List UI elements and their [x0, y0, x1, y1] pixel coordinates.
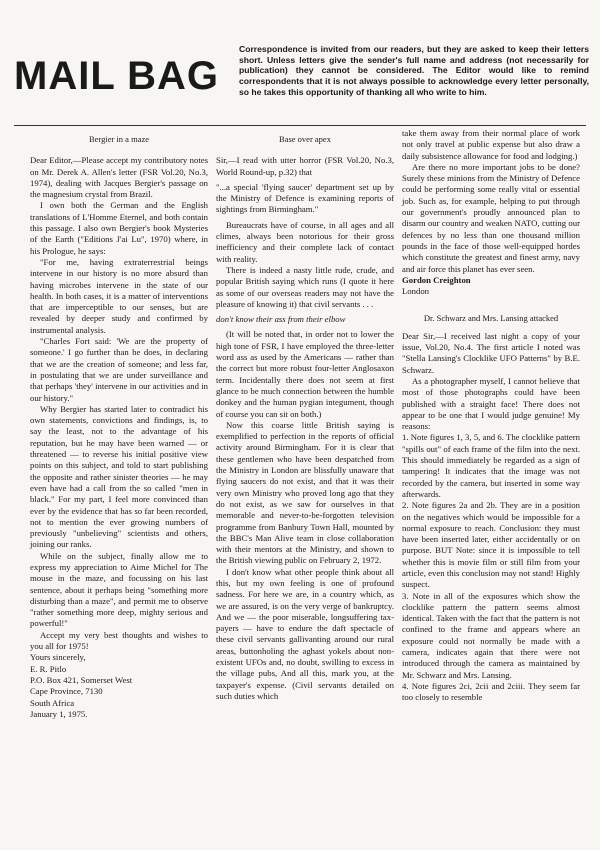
letter-paragraph: "For me, having extraterrestrial beings intervene in our history is no more absurd than having microbes intervene in the state of our health. In both cases, it is a matter of interventions that are imperceptible to our senses, but are revealed by deeper study and confirmed by instrumental analysis.: [30, 256, 208, 335]
letter-paragraph: I own both the German and the English translations of L'Homme Eternel, and both contain this passage. I also own Bergier's book Mysteries of the Earth ("Editions J'ai Lu", 1970) where, in his Prologue, he says:: [30, 200, 208, 256]
quoted-passage: "...a special 'flying saucer' department set up by the Ministry of Defence is examining reports of sightings from Birmingham.": [216, 181, 394, 215]
letter-paragraph: Why Bergier has started later to contradict his own statements, convictions and findings, is, to say the least, not to the advantage of his reputation, but he may have been warned — or threatened — to reverse his initial positive view points on this subject, and told to start publishing the opposite and rather sinister theories — he may even have had a call from the so called "men in black." For my part, I feel more convinced than ever by the evidence that has so far been recorded, not to mention the ever growing numbers of previously "unbelieving" scientists and others, joining our ranks.: [30, 403, 208, 550]
masthead: [14, 44, 589, 134]
letter-paragraph: While on the subject, finally allow me to express my appreciation to Aime Michel for The mouse in the maze, and focussing on his last sentence, about it perhaps being "something more disturbing than a maze", and permit me to observe "rather something more deep, mighty serious and powerful!": [30, 550, 208, 629]
column-2: [216, 132, 394, 702]
signature-line: Yours sincerely,: [30, 652, 86, 663]
page-title: MAIL BAG: [14, 54, 220, 98]
letter-paragraph: (It will be noted that, in order not to lower the high tone of FSR, I have employed the three-letter word ass as used by the Americans — rather than the correct but more robust four-letter Anglosaxon term. Incidentally there does not seem at first glance to be much connection between the humble donkey and the human pygian integument, though of course you can sit on both.): [216, 329, 394, 419]
letter-paragraph: 2. Note figures 2a and 2b. They are in a position on the negatives which would be impossible for a normal exposure to reach. Conclusion: they must have been inserted later, either accidentally or on purpose. BUT Note: since it is impossible to tell whether this is movie film or still film from your article, even this conclusion may not stand! Highly suspect.: [402, 500, 580, 590]
signature-address: South Africa: [30, 697, 75, 708]
letter-heading: Base over apex: [279, 134, 331, 144]
letter-paragraph: Are there no more important jobs to be done? Surely these minions from the Ministry of Defence could be performing some really vital or essential job. Such as, for example, helping to put through our government's proudly announced plan to disarm our country and weaken NATO, cutting our defences by no less than one thousand million pounds in the face of those well-equipped hordes which constitute the greatest and finest army, navy and air force this planet has ever seen.: [402, 161, 580, 274]
column-3: [402, 128, 580, 704]
quoted-saying: don't know their ass from their elbow: [216, 314, 346, 325]
letter-paragraph: 4. Note figures 2ci, 2cii and 2ciii. They seem far too closely to resemble: [402, 680, 580, 703]
letter-paragraph: 3. Note in all of the exposures which show the clocklike pattern the pattern seems almost identical. Taken with the fact that the pattern is not confined to the frame and appears where an exposure could not normally be made with a camera, indicates again that there were not introduced through the camera as maintained by Mr. Schwarz and Mrs. Lansing.: [402, 590, 580, 680]
letter-paragraph: Sir,—I read with utter horror (FSR Vol.20, No.3, World Round-up, p.32) that: [216, 155, 394, 177]
letter-heading: Dr. Schwarz and Mrs. Lansing attacked: [423, 313, 559, 324]
letter-paragraph: Dear Editor,—Please accept my contributory notes on Mr. Derek A. Allen's letter (FSR Vol.20, No.3, 1974), dealing with Jacques Bergier's passage on the magnesium crystal from Brazil.: [30, 155, 208, 200]
letter-paragraph: Bureaucrats have of course, in all ages and all climes, always been notorious for their gross inefficiency and their complete lack of contact with reality.: [216, 219, 394, 264]
signature-address: P.O. Box 421, Somerset West: [30, 674, 133, 685]
letter-paragraph: As a photographer myself, I cannot believe that most of those photographs could have been published with a straight face! There does not appear to be one that I would judge genuine! My reasons:: [402, 375, 580, 432]
signature-date: January 1, 1975.: [30, 708, 88, 719]
signature-address: Cape Province, 7130: [30, 686, 103, 697]
letter-paragraph: Now this coarse little British saying is exemplified to perfection in the reports of official activity around Birmingham. For it is clear that these gentlemen who have been despatched from the Ministry in London are blissfully unaware that flying saucers do not exist, and that it was their very own Ministry who proved long ago that they do not exist, as we saw for ourselves in that memorable and never-to-be-forgotten television programme from Banbury Town Hall, mounted by the BBC's Man Alive team in close collaboration with their mentors at the Ministry, and shown to the British viewing public on February 2, 1972.: [216, 419, 394, 566]
intro-notice: Correspondence is invited from our readers, but they are asked to keep their letters short. Unless letters give the sender's full name and address (not necessarily for publication) they cannot be considered. The Editor would like to remind correspondents that it is not always possible to acknowledge every letter personally, so he takes this opportunity of thanking all who write to him.: [239, 44, 589, 97]
author-place: London: [402, 286, 430, 297]
author-name: Gordon Creighton: [402, 274, 471, 285]
letter-paragraph: "Charles Fort said: 'We are the property of someone.' I go further than he does, in declaring that we are the creation of someone; and less far, in postulating that we are under surveillance and that perhaps 'they' intervene in our activities and in our history.": [30, 336, 208, 403]
header-rule: [14, 125, 586, 126]
letter-heading: Bergier in a maze: [88, 134, 150, 144]
letter-paragraph: Accept my very best thoughts and wishes to you all for 1975!: [30, 629, 208, 652]
letter-paragraph: I don't know what other people think about all this, but my own feeling is one of profound sadness. For here we are, in a country which, as we are assured, is on the very verge of bankruptcy. And we — the poor miserable, longsuffering tax-payers — have to endure the daft spectacle of these civil servants gallivanting around our rural areas, buttonholing the aghast yokels about non-existent UFOs and, no doubt, swilling to excess in the village pubs, And all this, mark you, at the taxpayer's expense. (Civil servants detailed on such duties which: [216, 566, 394, 701]
column-1: [30, 132, 208, 720]
letter-paragraph: Dear Sir,—I received last night a copy of your issue, Vol.20, No.4. The first article I noted was "Stella Lansing's Clocklike UFO Patterns" by B.E. Schwarz.: [402, 330, 580, 375]
letter-paragraph: take them away from their normal place of work not only travel at public expense but also draw a daily subsistence allowance for food and lodging.): [402, 128, 580, 161]
letter-paragraph: There is indeed a nasty little rude, crude, and popular British saying which runs (I quote it here as some of our overseas readers may not have the pleasure of knowing it) that civil servants . . .: [216, 264, 394, 309]
signature-name: E. R. Pitlo: [30, 663, 67, 674]
letter-paragraph: 1. Note figures 1, 3, 5, and 6. The clocklike pattern "spills out" of each frame of the film into the next. This should immediately be regarded as a sign of tampering! It indicates that the image was not recorded by the camera, but inserted in some way afterwards.: [402, 432, 580, 499]
